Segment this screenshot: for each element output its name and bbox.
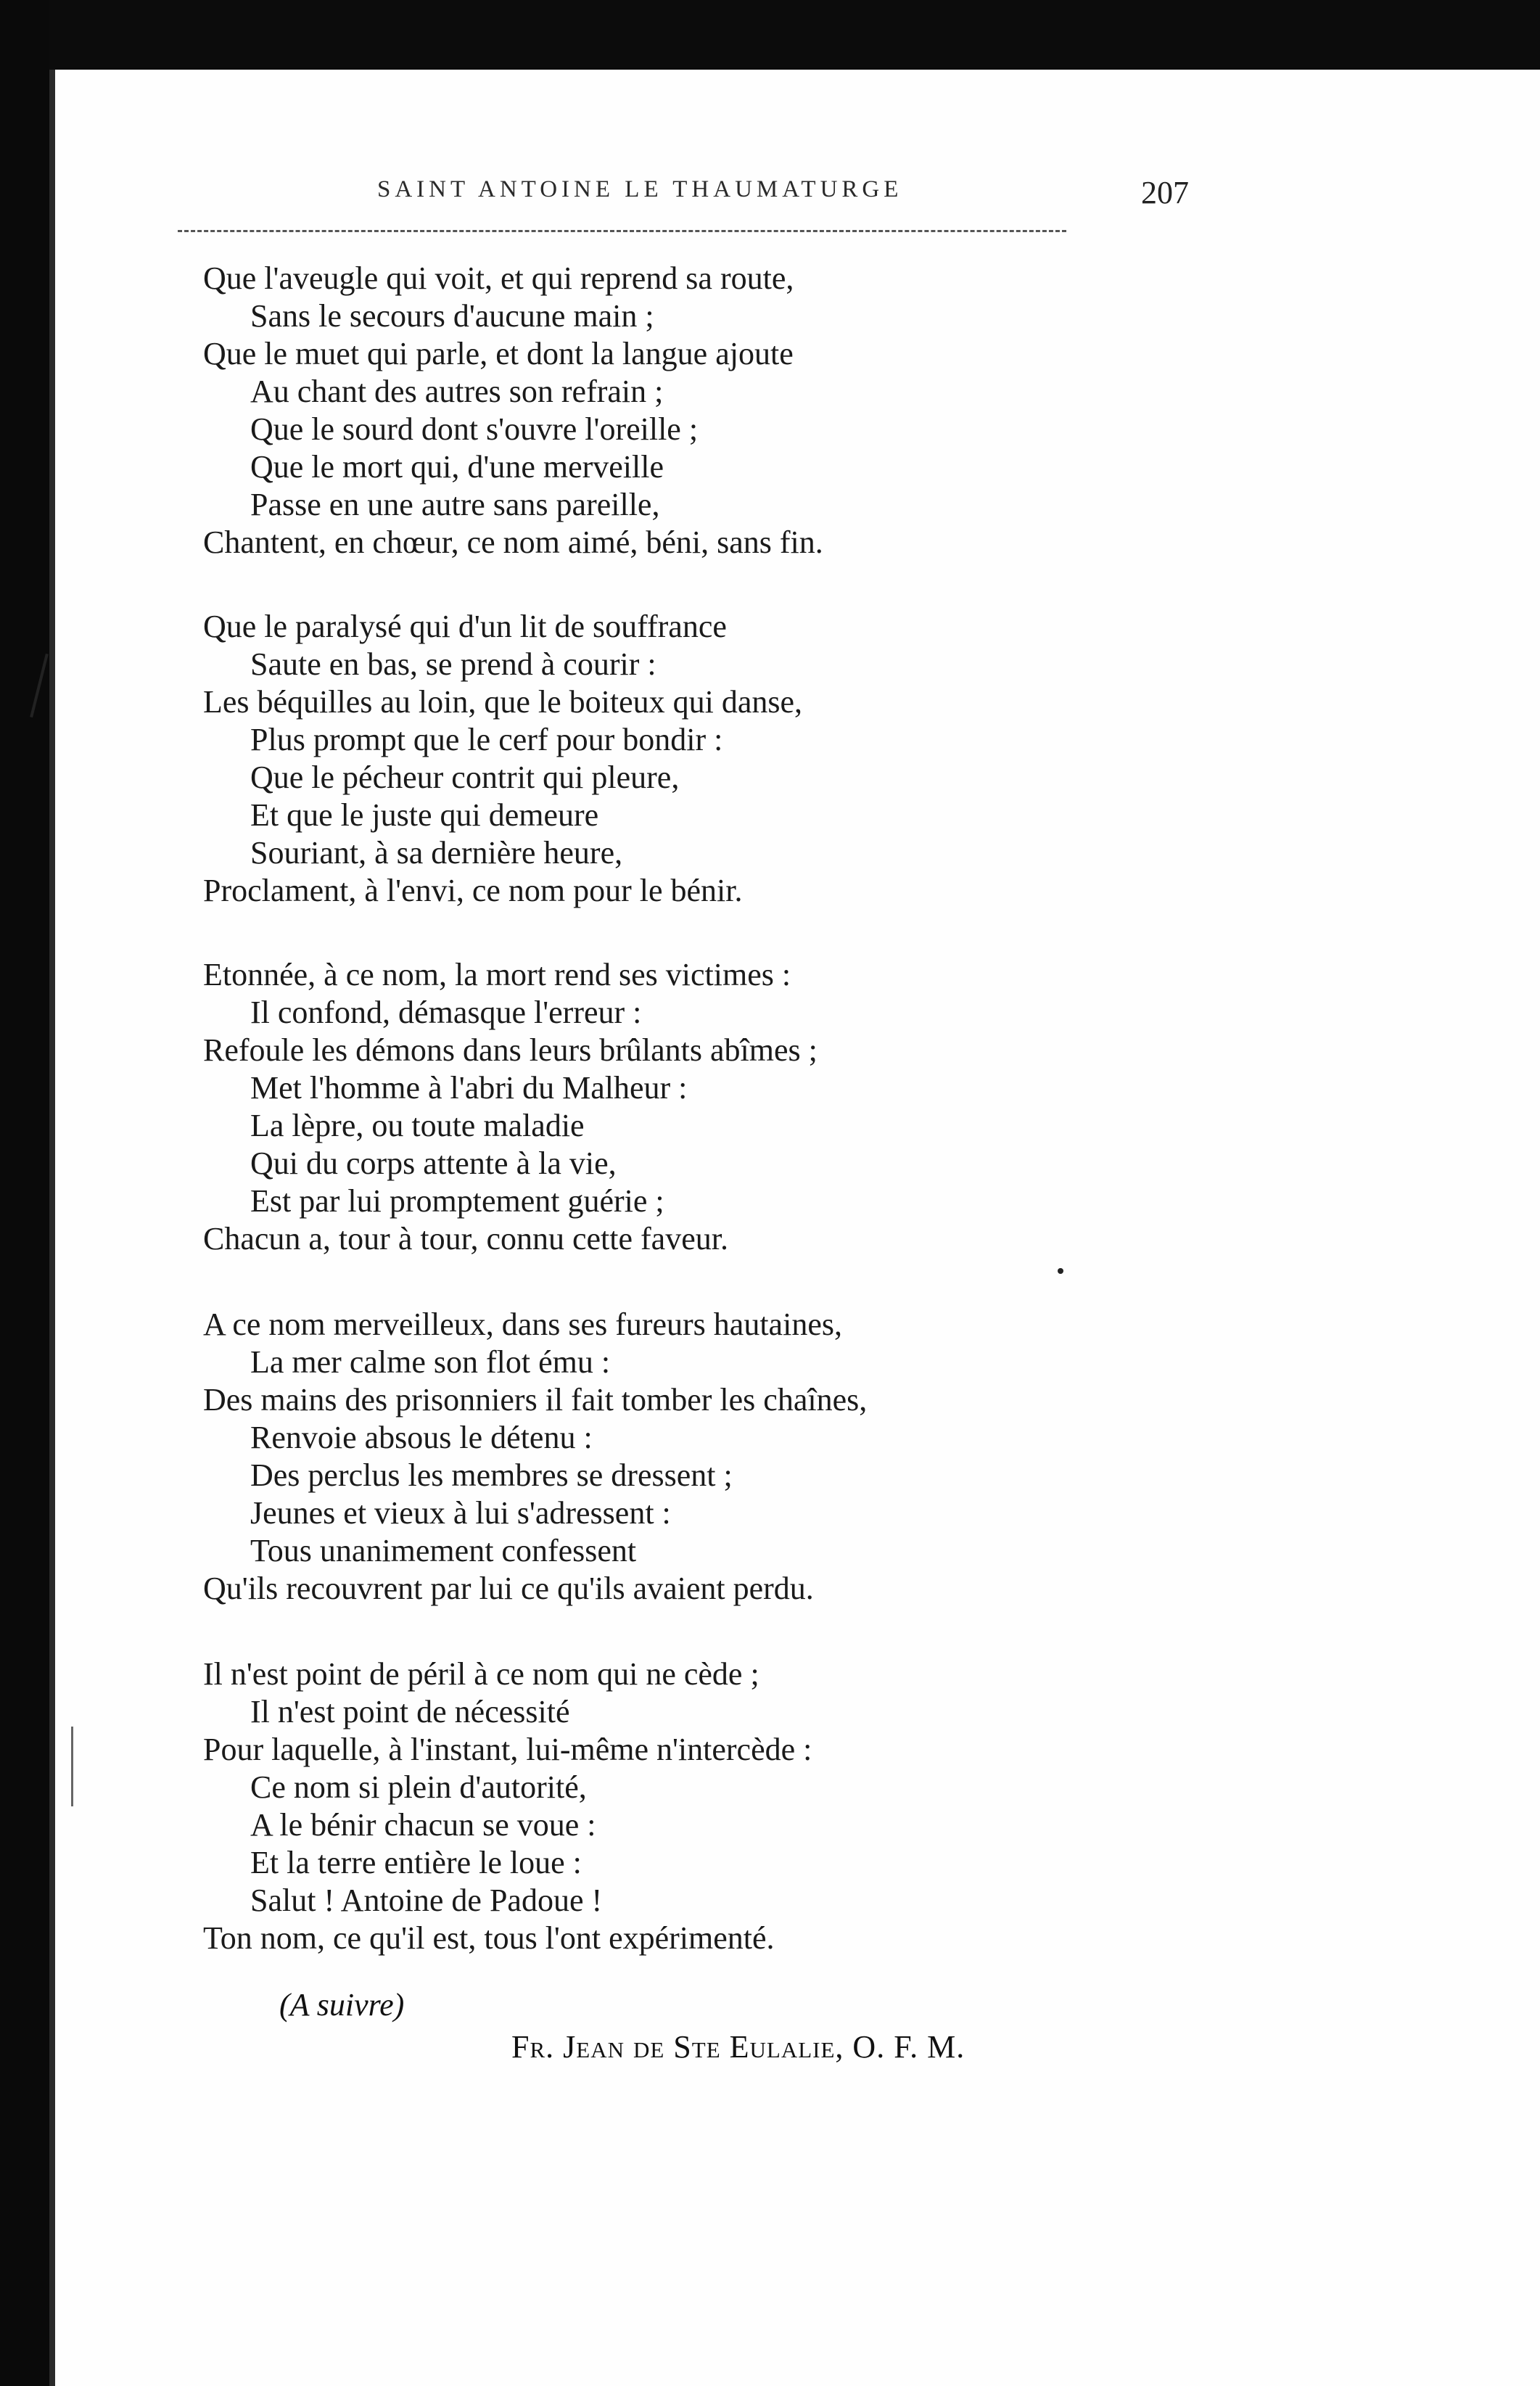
verse-line: Que le mort qui, d'une merveille (250, 449, 664, 485)
page-number: 207 (1141, 175, 1189, 210)
verse-line: Les béquilles au loin, que le boiteux qui danse, (203, 684, 803, 720)
verse-line: A le bénir chacun se voue : (250, 1807, 596, 1843)
stanza-4 (203, 1306, 1074, 1608)
scan-artifact (71, 1727, 73, 1806)
verse-line: Qu'ils recouvrent par lui ce qu'ils avaient perdu. (203, 1571, 814, 1606)
verse-line: Qui du corps attente à la vie, (250, 1145, 617, 1181)
verse-line: Souriant, à sa dernière heure, (250, 835, 623, 871)
verse-line: Au chant des autres son refrain ; (250, 374, 664, 409)
verse-line: Etonnée, à ce nom, la mort rend ses victimes : (203, 957, 791, 992)
verse-line: Ton nom, ce qu'il est, tous l'ont expérimenté. (203, 1920, 775, 1956)
verse-line: Il n'est point de péril à ce nom qui ne cède ; (203, 1656, 759, 1692)
verse-line: Chacun a, tour à tour, connu cette faveur. (203, 1221, 728, 1256)
scan-border-shadow (49, 70, 55, 2386)
verse-line: Que le muet qui parle, et dont la langue ajoute (203, 336, 794, 371)
stanza-5 (203, 1655, 1074, 1957)
verse-line: Et la terre entière le loue : (250, 1845, 582, 1880)
verse-line: Chantent, en chœur, ce nom aimé, béni, sans fin. (203, 524, 823, 560)
verse-line: Sans le secours d'aucune main ; (250, 298, 654, 334)
scan-border-left (0, 0, 49, 2386)
verse-line: La lèpre, ou toute maladie (250, 1108, 585, 1143)
verse-line: Plus prompt que le cerf pour bondir : (250, 722, 723, 757)
verse-line: Salut ! Antoine de Padoue ! (250, 1883, 603, 1918)
verse-line: Que le pécheur contrit qui pleure, (250, 760, 680, 795)
to-be-continued: (A suivre) (279, 1987, 405, 2023)
verse-line: Et que le juste qui demeure (250, 797, 599, 833)
verse-line: Que le sourd dont s'ouvre l'oreille ; (250, 411, 699, 447)
verse-line: Il n'est point de nécessité (250, 1694, 570, 1729)
verse-line: Il confond, démasque l'erreur : (250, 995, 642, 1030)
verse-line: Des perclus les membres se dressent ; (250, 1457, 733, 1493)
verse-line: Renvoie absous le détenu : (250, 1420, 593, 1455)
stanza-1 (203, 260, 1074, 561)
verse-line: Saute en bas, se prend à courir : (250, 646, 656, 682)
verse-line: Passe en une autre sans pareille, (250, 487, 660, 522)
verse-line: Que le paralysé qui d'un lit de souffrance (203, 609, 727, 644)
verse-line: Ce nom si plein d'autorité, (250, 1769, 587, 1805)
ink-speck (1058, 1268, 1063, 1274)
header-rule (178, 230, 1066, 232)
stanza-2 (203, 608, 1074, 910)
verse-line: Jeunes et vieux à lui s'adressent : (250, 1495, 671, 1531)
verse-line: Est par lui promptement guérie ; (250, 1183, 664, 1219)
verse-line: La mer calme son flot ému : (250, 1344, 611, 1380)
verse-line: Pour laquelle, à l'instant, lui-même n'intercède : (203, 1732, 812, 1767)
verse-line: Tous unanimement confessent (250, 1533, 637, 1568)
verse-line: Que l'aveugle qui voit, et qui reprend sa route, (203, 260, 794, 296)
verse-line: A ce nom merveilleux, dans ses fureurs hautaines, (203, 1307, 842, 1342)
stanza-3 (203, 956, 1074, 1258)
author-signature: Fr. Jean de Ste Eulalie, O. F. M. (511, 2029, 965, 2065)
verse-line: Proclament, à l'envi, ce nom pour le bénir. (203, 873, 743, 908)
verse-line: Met l'homme à l'abri du Malheur : (250, 1070, 688, 1106)
verse-line: Des mains des prisonniers il fait tomber les chaînes, (203, 1382, 868, 1418)
verse-line: Refoule les démons dans leurs brûlants abîmes ; (203, 1032, 818, 1068)
scan-border-top (0, 0, 1540, 70)
running-title: SAINT ANTOINE LE THAUMATURGE (377, 176, 903, 202)
